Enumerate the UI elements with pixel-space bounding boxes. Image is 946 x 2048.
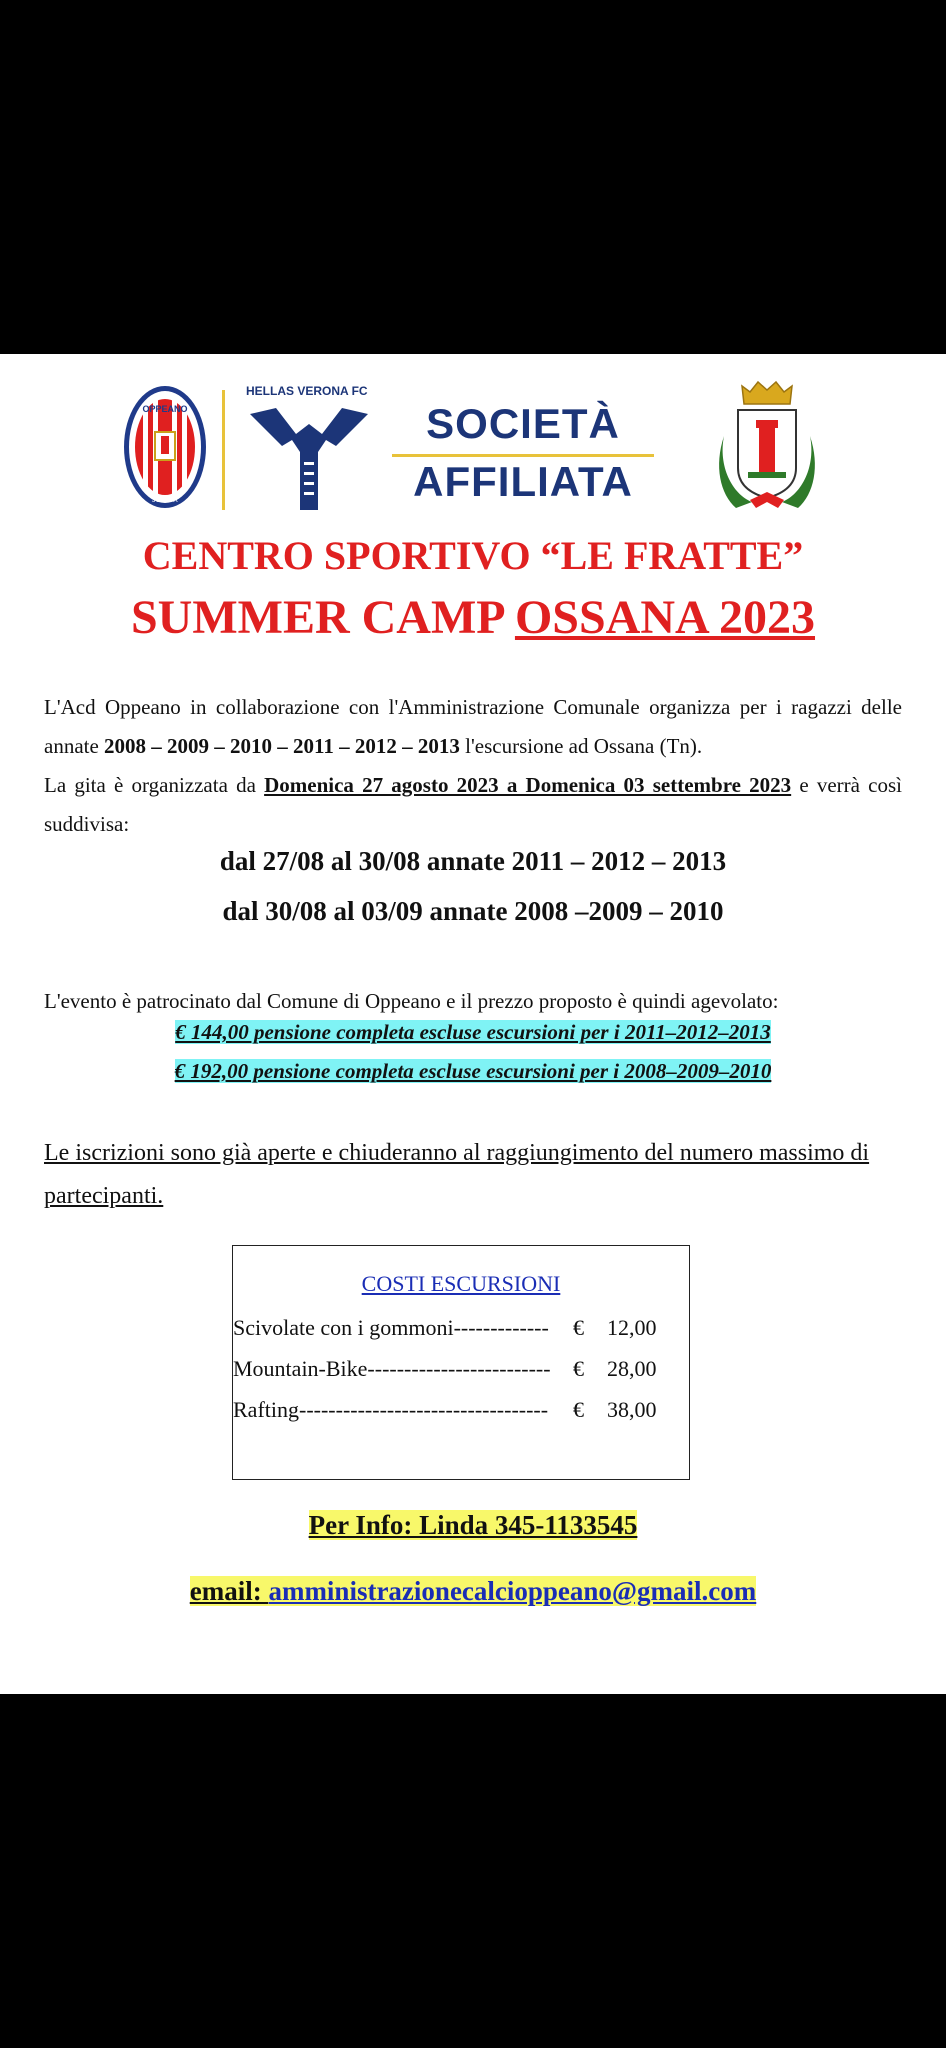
acd-oppeano-logo (122, 384, 208, 510)
logo-text-bottom: JUNIOR (151, 497, 179, 504)
email-label: email: (189, 1576, 269, 1606)
trip-text-end: e verrà così suddivisa: (44, 773, 902, 836)
trip-text: La gita è organizzata da (44, 773, 265, 797)
affiliate-line1: SOCIETÀ (426, 400, 620, 447)
excursion-currency: € (573, 1397, 584, 1422)
excursion-price: 12,00 (607, 1315, 657, 1340)
contact-info (0, 1510, 946, 1541)
excursion-currency: € (573, 1315, 584, 1340)
excursion-currency: € (573, 1356, 584, 1381)
logo-text-mid: OPPEANO (142, 404, 188, 414)
hellas-verona-logo (246, 404, 372, 514)
intro-paragraph-1 (44, 688, 902, 766)
excursion-price: 38,00 (607, 1397, 657, 1422)
title-line2 (0, 590, 946, 645)
group-line: dal 27/08 al 30/08 annate 2011 – 2012 – 2013 (219, 846, 727, 876)
price-line (0, 1020, 946, 1045)
affiliate-line2: AFFILIATA (413, 458, 633, 505)
affiliate-divider (392, 454, 654, 457)
flyer-page (0, 354, 946, 1694)
intro-years: 2008 – 2009 – 2010 – 2011 – 2012 – 2013 (104, 734, 460, 758)
excursion-price: 28,00 (607, 1356, 657, 1381)
excursion-label: Mountain-Bike------------------------- (233, 1356, 551, 1381)
excursion-costs-title: COSTI ESCURSIONI (361, 1271, 561, 1296)
group-line: dal 30/08 al 03/09 annate 2008 –2009 – 2010 (222, 896, 724, 926)
logo-divider (222, 390, 225, 510)
title-line2-underlined: OSSANA 2023 (514, 591, 816, 644)
logo-text-top: A.C.D. (154, 393, 176, 400)
email-link[interactable]: amministrazionecalcioppeano@gmail.com (268, 1576, 757, 1606)
intro-paragraph-2 (44, 766, 902, 844)
price-line (0, 1059, 946, 1084)
excursion-costs-box (232, 1245, 690, 1480)
trip-dates: Domenica 27 agosto 2023 a Domenica 03 settembre 2023 (264, 773, 792, 797)
price-2: € 192,00 pensione completa escluse escursioni per i 2008–2009–2010 (174, 1059, 772, 1083)
municipal-coat-of-arms (712, 376, 822, 512)
price-1: € 144,00 pensione completa escluse escursioni per i 2011–2012–2013 (175, 1020, 771, 1044)
excursion-label: Scivolate con i gommoni------------- (233, 1315, 549, 1340)
title-line2-plain: SUMMER CAMP (130, 591, 515, 644)
excursion-label: Rafting---------------------------------- (233, 1397, 549, 1422)
intro-text-end: l'escursione ad Ossana (Tn). (459, 734, 703, 758)
intro-text: L'Acd Oppeano in collaborazione con l'Amministrazione Comunale organizza per i ragazzi delle annate (44, 695, 902, 758)
title-line1: CENTRO SPORTIVO “LE FRATTE” (142, 533, 804, 578)
contact-email (0, 1576, 946, 1607)
registration-note: Le iscrizioni sono già aperte e chiuderanno al raggiungimento del numero massimo di partecipanti. (44, 1140, 870, 1209)
contact-phone: Per Info: Linda 345-1133545 (308, 1510, 638, 1540)
pricing-intro: L'evento è patrocinato dal Comune di Oppeano e il prezzo proposto è quindi agevolato: (44, 989, 779, 1013)
logo-row (0, 354, 946, 524)
hellas-verona-label: HELLAS VERONA FC (246, 384, 368, 398)
